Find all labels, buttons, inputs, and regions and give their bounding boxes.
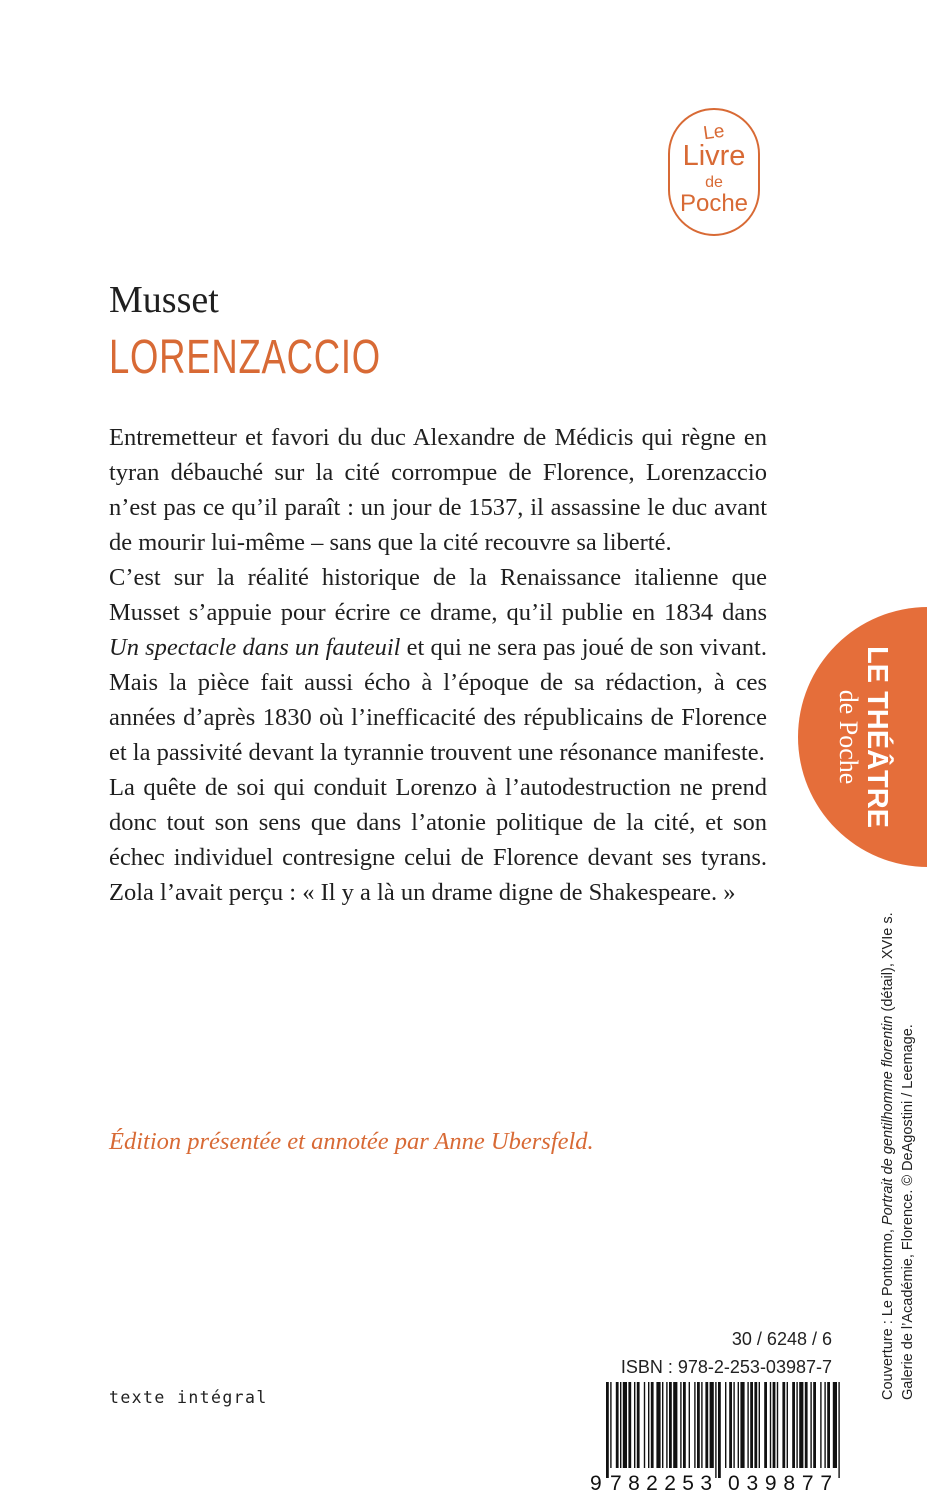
catalog-code: 30 / 6248 / 6 (731, 1329, 832, 1349)
barcode-bar (770, 1382, 771, 1468)
barcode-bar (616, 1382, 619, 1468)
barcode-bar (669, 1382, 672, 1468)
barcode-bar (606, 1382, 609, 1478)
barcode-bar (773, 1382, 776, 1468)
barcode-bar (715, 1382, 716, 1478)
publisher-codes (621, 1325, 832, 1381)
barcode-bars (606, 1382, 840, 1478)
barcode-bar (694, 1382, 695, 1468)
barcode-digits-right: 039877 (728, 1472, 832, 1494)
barcode-bar (799, 1382, 803, 1468)
barcode-bar (644, 1382, 645, 1468)
barcode-bar (718, 1382, 721, 1478)
collection-badge-title: LE THÉÂTRE (861, 645, 893, 829)
barcode-bar (610, 1382, 611, 1468)
barcode-bar (738, 1382, 739, 1468)
barcode-bar (820, 1382, 821, 1468)
unabridged-label: texte intégral (109, 1388, 268, 1407)
barcode-bar (710, 1382, 714, 1468)
blurb-paragraph-3: La quête de soi qui conduit Lorenzo à l’autodestruction ne prend donc tout son sens que dans l’atonie politique de la cité, et son échec individuel contresigne celui de Florence devant ses tyrans. Zola l’avait perçu : « Il y a là un drame digne de Shakespeare. » (109, 774, 767, 906)
barcode-bar (620, 1382, 621, 1468)
back-cover-blurb (109, 420, 767, 910)
barcode-bar (656, 1382, 660, 1468)
barcode-bar (628, 1382, 631, 1468)
book-title: LORENZACCIO (109, 331, 381, 384)
barcode-bar (740, 1382, 744, 1468)
barcode-bar (648, 1382, 649, 1468)
barcode-bar (805, 1382, 808, 1468)
barcode-bar (651, 1382, 654, 1468)
barcode-bar (777, 1382, 778, 1468)
barcode-bar (782, 1382, 785, 1468)
cover-credits: Couverture : Le Pontormo, Portrait de gentilhomme florentin (détail), XVIe s. Galerie de l’Académie, Florence. © DeAgostini / Leemage. (880, 912, 916, 1400)
barcode-bar (750, 1382, 753, 1468)
barcode-bar (813, 1382, 816, 1468)
author-name: Musset (109, 279, 219, 321)
barcode-bar (764, 1382, 767, 1468)
barcode-bar (759, 1382, 760, 1468)
collection-badge (798, 607, 927, 867)
isbn-barcode (588, 1382, 848, 1494)
work-title-italic: Un spectacle dans un fauteuil (109, 634, 401, 661)
barcode-digit-first: 9 (590, 1472, 602, 1494)
barcode-bar (637, 1382, 640, 1468)
barcode-bar (787, 1382, 788, 1468)
barcode-bar (733, 1382, 734, 1468)
barcode-bar (680, 1382, 681, 1468)
le-livre-de-poche-logo: Le Livre de Poche (668, 108, 760, 236)
barcode-bar (623, 1382, 627, 1468)
barcode-bar (747, 1382, 748, 1468)
barcode-bar (662, 1382, 663, 1468)
barcode-bar (838, 1382, 839, 1478)
blurb-paragraph-2: C’est sur la réalité historique de la Renaissance italienne que Musset s’appuie pour écrire ce drame, qu’il publie en 1834 dans Un spectacle dans un fauteuil et qui ne sera pas joué de son vivant. Mais la pièce fait aussi écho à l’époque de sa rédaction, à ces années d’après 1830 où l’inefficacité des républicains de Florence et la passivité devant la tyrannie trouvent une résonance manifeste. (109, 564, 767, 766)
barcode-bar (725, 1382, 726, 1468)
barcode-bar (827, 1382, 830, 1468)
barcode-bar (683, 1382, 686, 1468)
barcode-bar (666, 1382, 667, 1468)
barcode-bar (701, 1382, 702, 1468)
barcode-digits-left: 782253 (610, 1472, 712, 1494)
barcode-bar (689, 1382, 690, 1468)
barcode-bar (673, 1382, 677, 1468)
barcode-bar (796, 1382, 797, 1468)
edition-credit: Édition présentée et annotée par Anne Ubersfeld. (109, 1128, 594, 1155)
barcode-bar (634, 1382, 635, 1468)
barcode-bar (810, 1382, 811, 1468)
barcode-bar (833, 1382, 837, 1468)
isbn: ISBN : 978-2-253-03987-7 (620, 1357, 832, 1377)
barcode-bar (729, 1382, 732, 1468)
blurb-paragraph-1: Entremetteur et favori du duc Alexandre de Médicis qui règne en tyran débauché sur la cité corrompue de Florence, Lorenzaccio n’est pas ce qu’il paraît : un jour de 1537, il assassine le duc avant de mourir lui-même – sans que la cité recouvre sa liberté. (109, 424, 767, 556)
collection-badge-subtitle: de Poche (834, 689, 863, 785)
barcode-bar (824, 1382, 825, 1468)
barcode-bar (754, 1382, 757, 1468)
barcode-bar (705, 1382, 708, 1468)
barcode-bar (792, 1382, 795, 1468)
barcode-bar (697, 1382, 700, 1468)
